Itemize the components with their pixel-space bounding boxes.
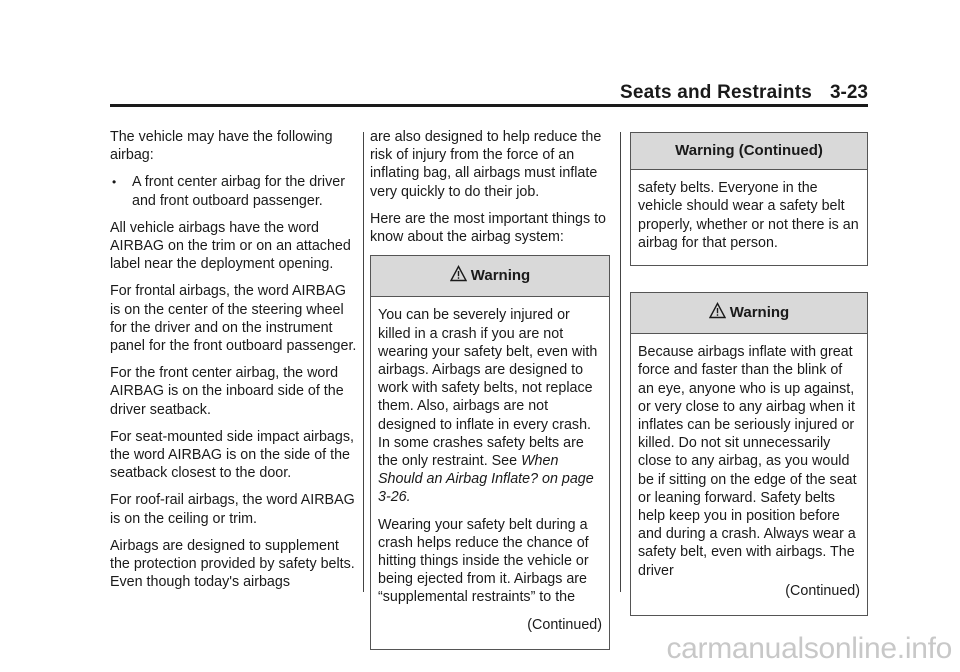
warning-header [631, 293, 867, 334]
warning-box [370, 255, 610, 650]
warning-header [371, 256, 609, 297]
column-1 [110, 128, 360, 600]
warning-title: Warning [470, 267, 531, 285]
warning-continued-header: Warning (Continued) [631, 133, 867, 170]
column-divider-left [363, 132, 364, 592]
warning-continued-body [631, 170, 867, 265]
column-2 [370, 128, 610, 650]
page-number: 3-23 [829, 82, 868, 103]
column-3 [630, 130, 868, 616]
header-rule [110, 104, 868, 107]
warning-paragraph: safety belts. Everyone in the vehicle should wear a safety belt properly, whether or not there is an airbag for that person. [638, 180, 859, 251]
column-divider-right [620, 132, 621, 592]
paragraph: For roof-rail airbags, the word AIRBAG is on the ceiling or trim. [110, 492, 355, 527]
warning-paragraph: Wearing your safety belt during a crash helps reduce the chance of hitting things inside the vehicle or being ejected from it. Airbags are “supplemental restraints” to the [378, 516, 589, 606]
continued-label: (Continued) [527, 616, 602, 633]
warning-box [630, 292, 868, 616]
warning-title: Warning [729, 304, 790, 322]
warning-body [371, 297, 609, 648]
cross-reference-link[interactable]: When Should an Airbag Inflate? on page 3-26. [378, 453, 594, 506]
section-title: Seats and Restraints [620, 82, 812, 103]
warning-text: You can be severely injured or killed in a crash if you are not wearing your safety belt, even with airbags. Airbags are designed to work with safety belts, not replace them. Also, airbags are not designed to inflate in every crash. In some crashes safety belts are the only restraint. See [378, 307, 598, 470]
bullet-text: A front center airbag for the driver and front outboard passenger. [132, 174, 345, 209]
warning-paragraph: Because airbags inflate with great force and faster than the blink of an eye, anyone who is up against, or very close to any airbag when it inflates can be seriously injured or killed. Do not sit unnecessarily close to any airbag, as you would be if sitting on the edge of the seat or leaning forward. Safety belts help keep you in position before and during a crash. Always wear a safety belt, even with airbags. The driver [638, 344, 857, 579]
warning-continued-box [630, 132, 868, 266]
watermark: carmanualsonline.info [666, 632, 952, 665]
paragraph: are also designed to help reduce the risk of injury from the force of an inflating bag, all airbags must inflate very quickly to do their job. [370, 129, 602, 200]
warning-icon [709, 302, 726, 324]
warning-body [631, 334, 867, 615]
paragraph: Airbags are designed to supplement the protection provided by safety belts. Even though today's airbags [110, 537, 355, 591]
warning-paragraph [378, 306, 602, 506]
paragraph: For the front center airbag, the word AIRBAG is on the inboard side of the driver seatback. [110, 365, 344, 418]
warning-icon [450, 265, 467, 287]
paragraph: The vehicle may have the following airbag: [110, 129, 333, 164]
paragraph: All vehicle airbags have the word AIRBAG on the trim or on an attached label near the deployment opening. [110, 219, 351, 273]
bullet-item [110, 173, 360, 209]
continued-label: (Continued) [785, 582, 860, 599]
paragraph: For frontal airbags, the word AIRBAG is on the center of the steering wheel for the driver and on the instrument panel for the front outboard passenger. [110, 283, 357, 355]
bullet-icon: • [112, 175, 117, 190]
paragraph: For seat-mounted side impact airbags, the word AIRBAG is on the side of the seatback closest to the door. [110, 428, 354, 482]
paragraph: Here are the most important things to know about the airbag system: [370, 210, 607, 246]
